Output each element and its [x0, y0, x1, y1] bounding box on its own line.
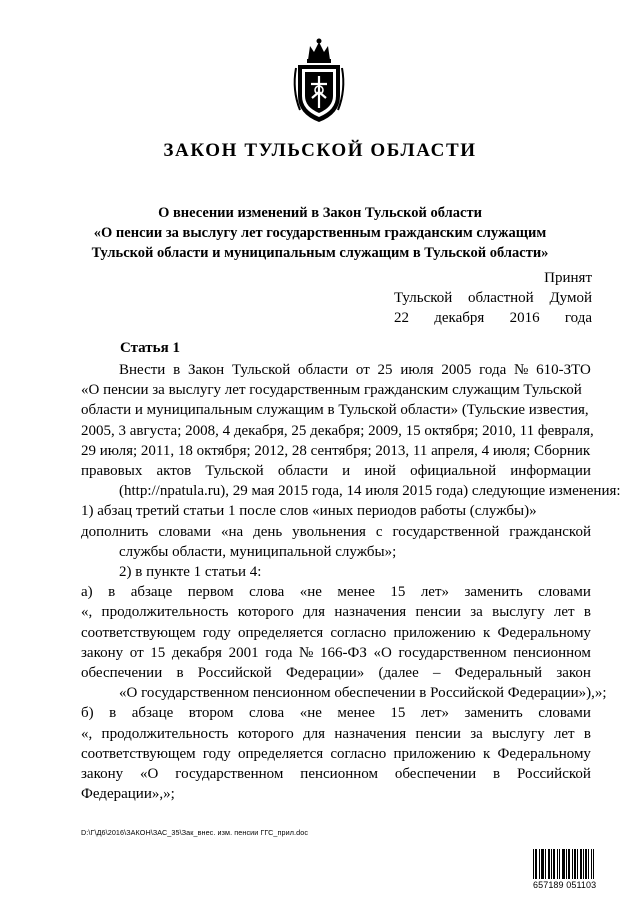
word: согласно — [330, 624, 387, 641]
word: в — [173, 362, 181, 378]
subtitle-line: «О пенсии за выслугу лет государственным гражданским служащим — [93, 225, 547, 241]
word: день — [253, 523, 283, 540]
word: Федеральному — [497, 624, 591, 641]
word: Федеральному — [497, 745, 591, 762]
word: первом — [187, 584, 234, 601]
word: Внести — [119, 362, 166, 378]
barcode-bar — [542, 849, 543, 879]
word: закону — [81, 766, 124, 783]
word: в — [583, 604, 591, 621]
adoption-line — [394, 288, 592, 308]
word: абзаце — [131, 705, 174, 722]
word: за — [470, 725, 483, 742]
word: определяется — [238, 624, 324, 641]
word: дополнить — [81, 523, 149, 540]
word: увольнения — [292, 523, 366, 540]
word: «не — [299, 705, 322, 722]
word: определяется — [238, 745, 324, 762]
word: выслугу — [492, 725, 545, 742]
word: государственной — [392, 523, 500, 540]
barcode-bar — [574, 849, 575, 879]
barcode-bar — [568, 849, 569, 879]
word: году — [202, 745, 231, 762]
word: «не — [299, 584, 322, 601]
word: гражданской — [509, 523, 591, 540]
word: «, — [81, 604, 93, 621]
word: 2005 — [441, 362, 472, 378]
word: «на — [220, 523, 244, 540]
word: в — [176, 665, 184, 682]
article-line — [81, 582, 591, 602]
article-line — [81, 623, 591, 643]
article-line: 29 июля; 2011, 18 октября; 2012, 28 сентября; 2013, 11 апреля, 4 июля; Сборник — [81, 442, 591, 459]
article-line: «О пенсии за выслугу лет государственным гражданским служащим Тульской — [81, 382, 582, 399]
word: 2016 — [509, 310, 540, 326]
word: иной — [364, 463, 396, 480]
word: соответствующем — [81, 745, 196, 762]
word: словами — [538, 705, 591, 722]
barcode-bar — [593, 849, 594, 879]
article-body — [81, 360, 621, 804]
file-path-footer: D:\Г\Д6\2016\ЗАКОН\ЗАС_35\Зак_внес. изм. пенсии ГГС_прил.doc — [81, 828, 309, 837]
tula-oblast-coat-of-arms-icon — [290, 38, 348, 124]
word: Тульской — [394, 290, 453, 306]
word: закону — [81, 644, 124, 661]
word: официальной — [410, 463, 497, 480]
word: 22 — [394, 310, 409, 326]
word: 15 — [390, 584, 406, 601]
article-line — [81, 360, 591, 380]
barcode-bar — [581, 849, 582, 879]
word: области — [298, 362, 349, 378]
word: продолжительность — [101, 604, 229, 621]
word: июля — [400, 362, 434, 378]
word: и — [342, 463, 351, 480]
word: Тульской — [205, 463, 264, 480]
word: в — [493, 766, 501, 783]
word: лет» — [420, 584, 450, 601]
word: менее — [337, 584, 375, 601]
barcode-bar — [562, 849, 563, 879]
barcode-bar — [586, 849, 587, 879]
article-line: 2) в пункте 1 статьи 4: — [119, 564, 262, 581]
word: обеспечении — [394, 766, 477, 783]
word: в — [583, 725, 591, 742]
article-line: 2005, 3 августа; 2008, 4 декабря, 25 декабря; 2009, 15 октября; 2010, 11 февраля, — [81, 422, 594, 439]
word: менее — [337, 705, 375, 722]
article-line — [81, 522, 591, 542]
word: 15 — [390, 705, 406, 722]
article-line — [81, 643, 591, 663]
barcode-bar — [557, 849, 558, 879]
barcode-bar — [559, 849, 560, 879]
barcode-bar — [577, 849, 578, 879]
word: лет — [553, 725, 575, 742]
adoption-line: Принят — [544, 270, 592, 286]
word: в — [109, 705, 117, 722]
word: Думой — [549, 290, 592, 306]
article-line — [81, 764, 591, 784]
word: пенсионном — [300, 766, 378, 783]
word: пенсии — [415, 725, 461, 742]
law-subtitle — [40, 203, 600, 263]
word: приложению — [393, 745, 476, 762]
barcode-bar — [580, 849, 581, 879]
word: которого — [237, 725, 294, 742]
article-line — [81, 703, 591, 723]
barcode-bar — [588, 849, 589, 879]
barcode-bar — [536, 849, 537, 879]
word: выслугу — [492, 604, 545, 621]
word: пенсионном — [513, 644, 591, 661]
article-line: 1) абзац третий статьи 1 после слов «иных периодов работы (службы)» — [81, 503, 537, 520]
word: 2001 — [228, 644, 259, 661]
word: продолжительность — [101, 725, 229, 742]
word: актов — [156, 463, 192, 480]
word: № — [514, 362, 529, 378]
word: – — [432, 665, 441, 682]
article-line: службы области, муниципальной службы»; — [119, 543, 397, 560]
word: лет» — [420, 705, 450, 722]
word: правовых — [81, 463, 143, 480]
word: Закон — [187, 362, 225, 378]
subtitle-line: О внесении изменений в Закон Тульской области — [158, 205, 482, 221]
word: абзаце — [130, 584, 173, 601]
barcode-bar — [551, 849, 552, 879]
barcode-bar — [564, 849, 565, 879]
barcode-bar — [533, 849, 534, 879]
word: декабря — [434, 310, 485, 326]
word: № — [299, 644, 314, 661]
article-line — [81, 602, 591, 622]
word: от — [355, 362, 370, 378]
barcode-bar — [553, 849, 554, 879]
word: назначения — [334, 604, 407, 621]
word: втором — [188, 705, 234, 722]
word: 15 — [150, 644, 166, 661]
barcode-number: 657189 051103 — [533, 880, 597, 890]
barcode-bar — [539, 849, 540, 879]
barcode-bar — [554, 849, 555, 879]
barcode-bar — [545, 849, 546, 879]
article-line: «О государственном пенсионном обеспечении в Российской Федерации»),»; — [119, 685, 607, 702]
barcode-bar — [543, 849, 544, 879]
subtitle-line: Тульской области и муниципальным служащим в Тульской области» — [91, 245, 549, 261]
article-line — [81, 663, 591, 683]
word: согласно — [330, 745, 387, 762]
barcode-bar — [563, 849, 564, 879]
barcode-bar — [549, 849, 550, 879]
word: заменить — [464, 705, 523, 722]
word: Тульской — [231, 362, 291, 378]
barcode-bar — [591, 849, 592, 879]
barcode-bar — [569, 849, 570, 879]
article-line — [81, 461, 591, 481]
barcode-bars-icon — [533, 849, 595, 879]
word: «, — [81, 725, 93, 742]
barcode — [533, 849, 595, 893]
article-line — [81, 724, 591, 744]
word: обеспечении — [81, 665, 163, 682]
barcode-bar — [548, 849, 549, 879]
word: за — [470, 604, 483, 621]
barcode-bar — [583, 849, 584, 879]
word: соответствующем — [81, 624, 196, 641]
word: года — [479, 362, 507, 378]
word: заменить — [464, 584, 523, 601]
word: закон — [556, 665, 591, 682]
article-line: Федерации»,»; — [81, 786, 175, 803]
word: для — [303, 725, 326, 742]
word: году — [202, 624, 231, 641]
word: Федерации» — [285, 665, 365, 682]
word: б) — [81, 705, 94, 722]
word: от — [129, 644, 144, 661]
barcode-bar — [535, 849, 536, 879]
word: назначения — [334, 725, 407, 742]
word: области — [277, 463, 328, 480]
word: приложению — [393, 624, 476, 641]
word: «О — [140, 766, 159, 783]
word: Российской — [517, 766, 591, 783]
word: 166-ФЗ — [319, 644, 367, 661]
barcode-bar — [566, 849, 567, 879]
barcode-bar — [572, 849, 573, 879]
word: Федеральный — [454, 665, 543, 682]
barcode-bar — [585, 849, 586, 879]
word: государственном — [175, 766, 284, 783]
word: 25 — [377, 362, 393, 378]
word: а) — [81, 584, 93, 601]
article-line — [81, 744, 591, 764]
word: (далее — [378, 665, 419, 682]
word: для — [303, 604, 326, 621]
word: слова — [249, 705, 285, 722]
word: к — [482, 745, 491, 762]
word: которого — [237, 604, 294, 621]
word: 610-ЗТО — [536, 362, 591, 378]
adoption-date — [394, 308, 592, 328]
word: словами — [538, 584, 591, 601]
word: информации — [510, 463, 591, 480]
word: лет — [553, 604, 575, 621]
word: к — [482, 624, 491, 641]
word: словами — [158, 523, 212, 540]
article-line: (http://npatula.ru), 29 мая 2015 года, 14 июля 2015 года) следующие изменения: — [119, 483, 621, 500]
article-line: области и муниципальным служащим в Тульской области» (Тульские известия, — [81, 402, 589, 419]
word: года — [265, 644, 293, 661]
word: слова — [249, 584, 285, 601]
word: областной — [468, 290, 534, 306]
barcode-bar — [575, 849, 576, 879]
word: пенсии — [415, 604, 461, 621]
law-title: ЗАКОН ТУЛЬСКОЙ ОБЛАСТИ — [163, 140, 477, 161]
barcode-bar — [541, 849, 542, 879]
adoption-block — [394, 268, 592, 328]
word: Российской — [197, 665, 272, 682]
word: «О — [373, 644, 392, 661]
word: государственном — [398, 644, 507, 661]
word: декабря — [171, 644, 222, 661]
word: года — [564, 310, 592, 326]
article-heading: Статья 1 — [120, 340, 180, 356]
word: в — [108, 584, 116, 601]
word: с — [375, 523, 383, 540]
